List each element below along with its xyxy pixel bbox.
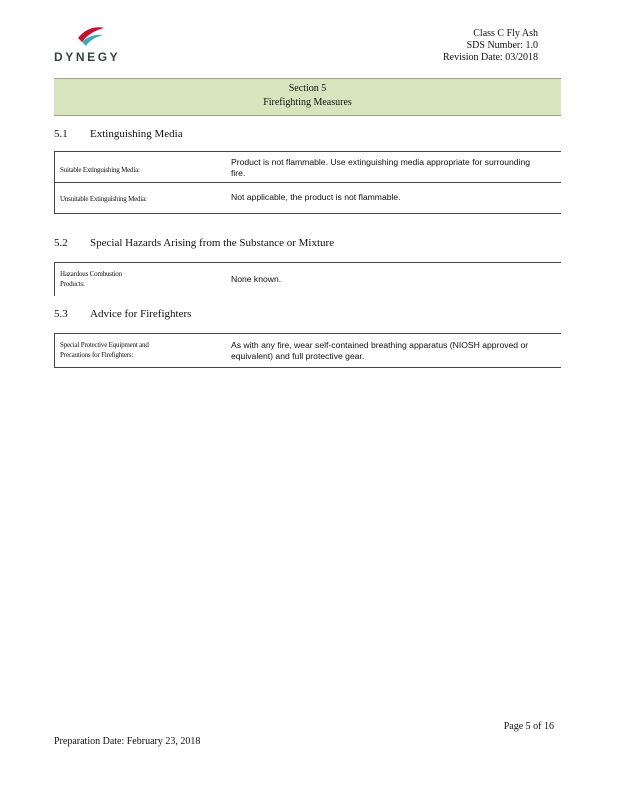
company-logo xyxy=(54,26,134,66)
subsection-title xyxy=(54,308,191,320)
table-row xyxy=(54,151,561,182)
revision-date: Revision Date: 03/2018 xyxy=(443,52,538,63)
preparation-date: Preparation Date: February 23, 2018 xyxy=(54,736,201,747)
divider xyxy=(54,367,561,368)
row-value: None known. xyxy=(231,274,282,284)
product-name: Class C Fly Ash xyxy=(473,28,538,39)
row-label: Suitable Extinguishing Media: xyxy=(60,166,140,174)
row-value: As with any fire, wear self-contained breathing apparatus (NIOSH approved or equivalent) and full protective gear. xyxy=(231,340,529,361)
subsection-heading: Extinguishing Media xyxy=(90,128,183,140)
table-row xyxy=(54,262,561,296)
subsection-number: 5.3 xyxy=(54,308,68,320)
section-title: Firefighting Measures xyxy=(263,97,352,108)
logo-text: DYNEGY xyxy=(54,50,121,64)
divider xyxy=(54,213,561,214)
section-number: Section 5 xyxy=(288,83,327,94)
table-row xyxy=(54,333,561,367)
row-label: Unsuitable Extinguishing Media: xyxy=(60,195,147,203)
dynegy-swoosh-icon xyxy=(76,26,106,48)
section-banner xyxy=(54,78,561,116)
sds-number: SDS Number: 1.0 xyxy=(466,40,538,51)
row-label: Hazardous Combustion Products: xyxy=(60,270,122,288)
page-number: Page 5 of 16 xyxy=(503,721,554,732)
document-header-info xyxy=(443,28,538,64)
subsection-number: 5.1 xyxy=(54,128,68,140)
subsection-title xyxy=(54,237,334,249)
row-label: Special Protective Equipment and Precautions for Firefighters: xyxy=(60,341,149,359)
row-value: Product is not flammable. Use extinguishing media appropriate for surrounding fire. xyxy=(231,157,531,178)
table-row xyxy=(54,182,561,213)
subsection-number: 5.2 xyxy=(54,237,68,249)
subsection-heading: Advice for Firefighters xyxy=(90,308,192,320)
row-value: Not applicable, the product is not flammable. xyxy=(231,192,401,202)
subsection-title xyxy=(54,128,183,140)
subsection-heading: Special Hazards Arising from the Substance or Mixture xyxy=(90,237,335,249)
